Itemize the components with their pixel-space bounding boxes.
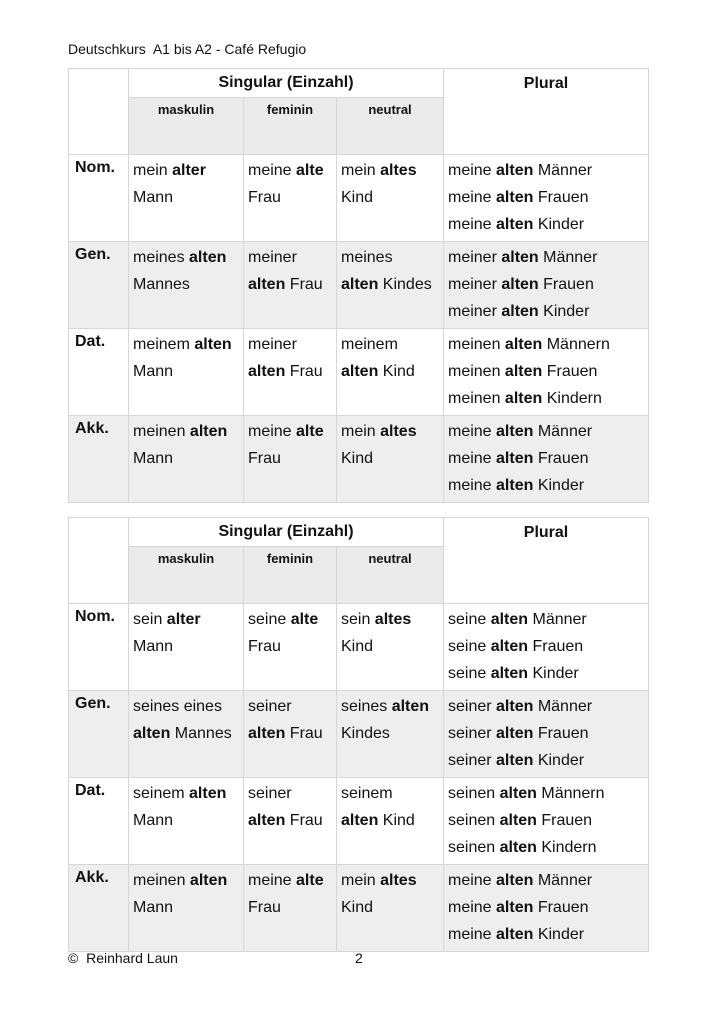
form-adjective: alten	[341, 276, 379, 293]
plural-adjective: alten	[496, 698, 534, 715]
plural-word: Kinder	[538, 303, 590, 320]
singular-header: Singular (Einzahl)	[129, 69, 444, 98]
form-word: Kind	[341, 638, 374, 655]
plural-word: meine	[448, 423, 497, 440]
header-corner-cell	[69, 518, 129, 604]
form-word: meine	[248, 872, 297, 889]
form-word: meiner	[248, 336, 297, 353]
form-cell-feminine	[244, 242, 337, 329]
plural-word: Männer	[533, 698, 593, 715]
plural-adjective: alten	[496, 725, 534, 742]
plural-cell	[444, 604, 649, 691]
plural-adjective: alten	[496, 423, 534, 440]
form-word: Kind	[378, 363, 415, 380]
case-row	[69, 778, 649, 865]
gender-header-feminin: feminin	[244, 547, 337, 604]
plural-word: Männer	[538, 249, 598, 266]
plural-line	[448, 867, 648, 894]
case-row	[69, 416, 649, 503]
plural-word: seine	[448, 665, 491, 682]
form-adjective: alter	[166, 611, 201, 628]
form-word: meinen	[133, 872, 190, 889]
plural-cell	[444, 155, 649, 242]
form-word: Frau	[285, 725, 323, 742]
plural-word: meiner	[448, 276, 502, 293]
declension-table-mein	[68, 68, 649, 503]
form-cell-feminine	[244, 329, 337, 416]
form-cell-masculine	[129, 242, 244, 329]
form-adjective: alte	[290, 611, 319, 628]
plural-header: Plural	[444, 518, 649, 604]
form-cell-feminine	[244, 778, 337, 865]
plural-adjective: alten	[504, 363, 543, 380]
plural-line	[448, 358, 648, 385]
form-adjective: alte	[296, 423, 324, 440]
form-word: sein	[341, 611, 375, 628]
plural-line	[448, 472, 648, 499]
form-word: seinem	[133, 785, 190, 802]
form-word: mein	[341, 872, 381, 889]
plural-word: Männern	[536, 785, 605, 802]
case-row	[69, 865, 649, 952]
case-label: Gen.	[69, 691, 129, 778]
plural-adjective: alten	[504, 390, 543, 407]
plural-adjective: alten	[501, 276, 539, 293]
plural-line	[448, 660, 648, 687]
plural-adjective: alten	[496, 752, 534, 769]
plural-word: meine	[448, 926, 497, 943]
plural-word: Männern	[542, 336, 610, 353]
declension-table-sein	[68, 517, 649, 952]
plural-word: seine	[448, 611, 491, 628]
form-word: meine	[248, 162, 297, 179]
plural-word: seinen	[448, 812, 500, 829]
form-cell-neuter	[337, 329, 444, 416]
form-word: meinem	[133, 336, 195, 353]
plural-adjective: alten	[496, 216, 534, 233]
plural-line	[448, 807, 648, 834]
form-word: Kind	[341, 450, 374, 467]
case-label: Dat.	[69, 778, 129, 865]
plural-word: meine	[448, 450, 497, 467]
form-word: meinen	[133, 423, 190, 440]
form-word: Mann	[133, 450, 174, 467]
form-word: seine	[248, 611, 291, 628]
form-adjective: alten	[189, 423, 228, 440]
form-word: seines	[341, 698, 392, 715]
form-cell-masculine	[129, 778, 244, 865]
plural-word: Frauen	[536, 812, 593, 829]
form-word: Kind	[341, 899, 374, 916]
form-word: Kind	[341, 189, 374, 206]
form-cell-neuter	[337, 242, 444, 329]
gender-header-feminin: feminin	[244, 98, 337, 155]
form-word: mein	[341, 162, 381, 179]
form-adjective: altes	[380, 872, 417, 889]
plural-word: Kindern	[542, 390, 602, 407]
plural-word: meine	[448, 872, 497, 889]
case-row	[69, 691, 649, 778]
plural-adjective: alten	[496, 872, 534, 889]
plural-word: Männer	[533, 162, 593, 179]
case-label: Nom.	[69, 155, 129, 242]
form-word: Kindes	[378, 276, 432, 293]
plural-word: Kindern	[536, 839, 597, 856]
form-cell-masculine	[129, 691, 244, 778]
plural-line	[448, 445, 648, 472]
plural-word: meine	[448, 899, 497, 916]
plural-word: Kinder	[528, 665, 579, 682]
form-word: Mann	[133, 189, 174, 206]
form-word: mein	[341, 423, 381, 440]
plural-word: meiner	[448, 249, 502, 266]
form-cell-neuter	[337, 155, 444, 242]
form-word: meines	[133, 249, 190, 266]
plural-word: Frauen	[533, 725, 589, 742]
form-cell-neuter	[337, 416, 444, 503]
form-adjective: alten	[133, 725, 171, 742]
plural-word: Kinder	[533, 477, 585, 494]
form-adjective: alte	[296, 162, 324, 179]
plural-word: seiner	[448, 698, 497, 715]
form-word: seines eines	[133, 698, 222, 715]
gender-header-maskulin: maskulin	[129, 547, 244, 604]
header-row	[69, 518, 649, 547]
plural-word: Kinder	[533, 216, 585, 233]
plural-line	[448, 211, 648, 238]
form-cell-neuter	[337, 865, 444, 952]
gender-header-maskulin: maskulin	[129, 98, 244, 155]
form-adjective: altes	[374, 611, 412, 628]
header-row	[69, 69, 649, 98]
plural-adjective: alten	[490, 611, 529, 628]
form-word: Kindes	[341, 725, 390, 742]
form-word: Kind	[378, 812, 415, 829]
form-word: seiner	[248, 698, 292, 715]
plural-line	[448, 780, 648, 807]
plural-adjective: alten	[496, 450, 534, 467]
plural-word: seine	[448, 638, 491, 655]
case-label: Akk.	[69, 865, 129, 952]
form-word: Frau	[248, 189, 281, 206]
form-adjective: alten	[189, 785, 227, 802]
gender-header-neutral: neutral	[337, 98, 444, 155]
form-adjective: alte	[296, 872, 324, 889]
plural-cell	[444, 865, 649, 952]
form-word: mein	[133, 162, 173, 179]
case-label: Akk.	[69, 416, 129, 503]
plural-adjective: alten	[504, 336, 543, 353]
plural-word: seinen	[448, 839, 500, 856]
form-word: Mann	[133, 363, 174, 380]
form-cell-feminine	[244, 604, 337, 691]
plural-word: Frauen	[542, 363, 598, 380]
form-word: meinem	[341, 336, 398, 353]
form-word: Mann	[133, 899, 174, 916]
plural-header: Plural	[444, 69, 649, 155]
form-word: Mann	[133, 812, 174, 829]
plural-word: meine	[448, 477, 497, 494]
plural-word: Kinder	[533, 752, 585, 769]
plural-line	[448, 385, 648, 412]
form-cell-feminine	[244, 155, 337, 242]
form-adjective: alten	[248, 276, 286, 293]
form-word: Frau	[248, 638, 281, 655]
case-label: Dat.	[69, 329, 129, 416]
form-adjective: alten	[189, 872, 228, 889]
singular-header: Singular (Einzahl)	[129, 518, 444, 547]
plural-line	[448, 606, 648, 633]
form-adjective: alten	[391, 698, 430, 715]
plural-adjective: alten	[496, 926, 534, 943]
form-word: Mannes	[170, 725, 232, 742]
plural-word: Männer	[533, 872, 593, 889]
plural-line	[448, 921, 648, 948]
form-cell-feminine	[244, 416, 337, 503]
plural-line	[448, 271, 648, 298]
form-cell-neuter	[337, 778, 444, 865]
plural-word: Frauen	[538, 276, 594, 293]
plural-word: Männer	[533, 423, 593, 440]
form-adjective: alten	[248, 725, 286, 742]
plural-adjective: alten	[496, 162, 534, 179]
gender-header-neutral: neutral	[337, 547, 444, 604]
form-cell-feminine	[244, 865, 337, 952]
plural-word: meine	[448, 216, 497, 233]
form-word: Mannes	[133, 276, 190, 293]
plural-adjective: alten	[496, 189, 534, 206]
form-adjective: altes	[380, 423, 417, 440]
plural-word: Frauen	[533, 450, 589, 467]
form-word: Frau	[285, 276, 323, 293]
plural-adjective: alten	[490, 665, 529, 682]
form-adjective: alten	[341, 812, 379, 829]
plural-cell	[444, 242, 649, 329]
form-adjective: alten	[194, 336, 232, 353]
plural-adjective: alten	[501, 303, 539, 320]
page-number: 2	[355, 950, 363, 966]
plural-word: Frauen	[533, 189, 589, 206]
plural-word: meine	[448, 189, 497, 206]
form-cell-masculine	[129, 604, 244, 691]
plural-adjective: alten	[499, 839, 537, 856]
plural-line	[448, 157, 648, 184]
plural-adjective: alten	[496, 477, 534, 494]
plural-word: seinen	[448, 785, 500, 802]
form-adjective: alter	[172, 162, 206, 179]
case-label: Nom.	[69, 604, 129, 691]
plural-adjective: alten	[501, 249, 539, 266]
plural-line	[448, 720, 648, 747]
plural-cell	[444, 778, 649, 865]
plural-adjective: alten	[490, 638, 529, 655]
plural-cell	[444, 691, 649, 778]
plural-word: Frauen	[533, 899, 589, 916]
plural-line	[448, 184, 648, 211]
plural-adjective: alten	[496, 899, 534, 916]
plural-line	[448, 834, 648, 861]
plural-word: Frauen	[528, 638, 584, 655]
copyright-footer: © Reinhard Laun	[68, 950, 178, 966]
form-adjective: alten	[341, 363, 379, 380]
case-label: Gen.	[69, 242, 129, 329]
plural-cell	[444, 329, 649, 416]
form-word: meines	[341, 249, 393, 266]
plural-cell	[444, 416, 649, 503]
form-word: Frau	[285, 812, 323, 829]
plural-line	[448, 894, 648, 921]
plural-line	[448, 418, 648, 445]
plural-line	[448, 747, 648, 774]
case-row	[69, 242, 649, 329]
plural-word: Männer	[528, 611, 587, 628]
form-cell-neuter	[337, 604, 444, 691]
plural-line	[448, 298, 648, 325]
form-word: sein	[133, 611, 167, 628]
form-cell-neuter	[337, 691, 444, 778]
form-word: meine	[248, 423, 297, 440]
form-word: seiner	[248, 785, 292, 802]
plural-word: Kinder	[533, 926, 585, 943]
plural-line	[448, 331, 648, 358]
plural-word: meine	[448, 162, 497, 179]
plural-word: meinen	[448, 336, 505, 353]
plural-adjective: alten	[499, 812, 537, 829]
plural-word: meinen	[448, 390, 505, 407]
form-cell-masculine	[129, 865, 244, 952]
case-row	[69, 155, 649, 242]
form-word: Mann	[133, 638, 174, 655]
plural-word: meinen	[448, 363, 505, 380]
plural-adjective: alten	[499, 785, 537, 802]
plural-line	[448, 633, 648, 660]
form-cell-feminine	[244, 691, 337, 778]
form-word: Frau	[285, 363, 323, 380]
form-word: Frau	[248, 450, 281, 467]
form-cell-masculine	[129, 416, 244, 503]
plural-word: meiner	[448, 303, 502, 320]
form-word: seinem	[341, 785, 393, 802]
case-row	[69, 329, 649, 416]
plural-line	[448, 244, 648, 271]
form-cell-masculine	[129, 155, 244, 242]
form-word: meiner	[248, 249, 297, 266]
form-adjective: alten	[248, 363, 286, 380]
form-adjective: altes	[380, 162, 417, 179]
plural-word: seiner	[448, 752, 497, 769]
case-row	[69, 604, 649, 691]
form-word: Frau	[248, 899, 281, 916]
form-cell-masculine	[129, 329, 244, 416]
plural-word: seiner	[448, 725, 497, 742]
form-adjective: alten	[248, 812, 286, 829]
header-corner-cell	[69, 69, 129, 155]
plural-line	[448, 693, 648, 720]
document-header: Deutschkurs A1 bis A2 - Café Refugio	[68, 41, 307, 57]
form-adjective: alten	[189, 249, 227, 266]
